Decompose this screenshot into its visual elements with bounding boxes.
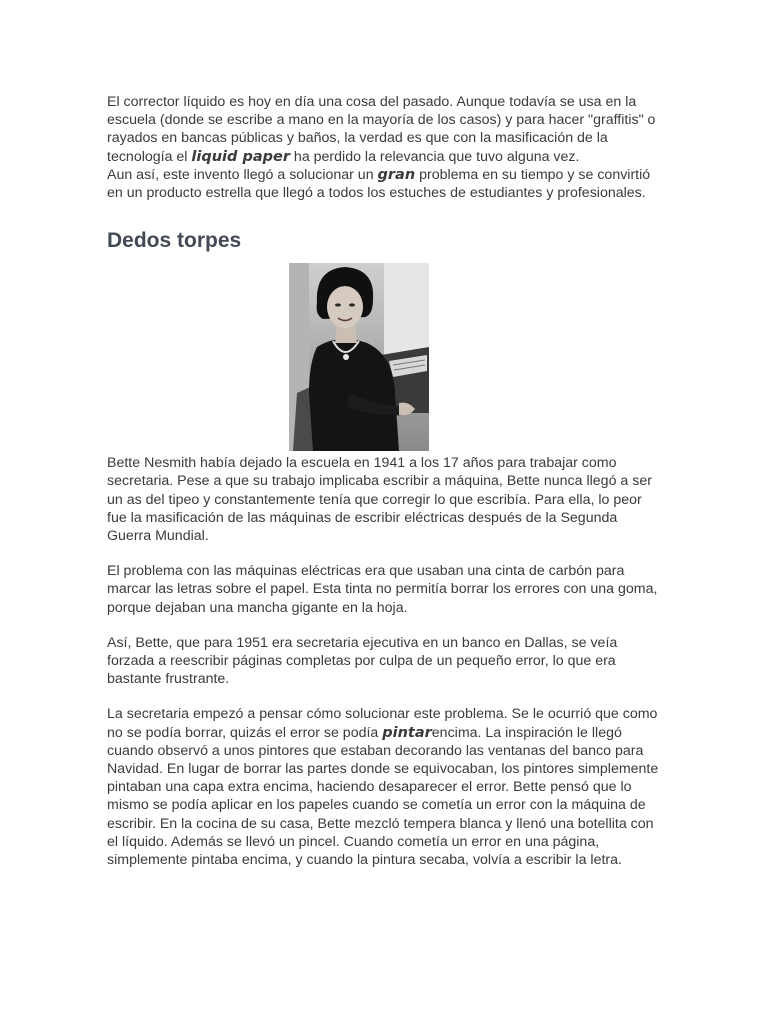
emphasis-liquid-paper: liquid paper: [191, 148, 290, 165]
intro-text: ha perdido la relevancia que tuvo alguna vez.: [289, 148, 580, 165]
article-content: [107, 93, 663, 869]
intro-text: Aun así, este invento llegó a solucionar un: [107, 166, 378, 183]
intro-paragraph-1: [107, 93, 663, 166]
body-paragraph-4: [107, 705, 663, 869]
intro-paragraph-2: [107, 166, 663, 202]
section-heading: Dedos torpes: [107, 229, 242, 253]
body-text: La secretaria empezó a pensar cómo solucionar este problema. Se le ocurrió que como no se podía borrar, quizás el error se podía: [107, 706, 658, 741]
portrait-photo-icon: [289, 263, 429, 451]
emphasis-gran: gran: [377, 166, 416, 183]
portrait-photo: [289, 263, 429, 451]
intro-text: El corrector líquido es hoy en día una cosa del pasado. Aunque todavía se usa en la escuela (donde se escribe a mano en la mayoría de los casos) y para hacer "graffitis" o rayados en bancas públicas y baños, la verdad es que con la masificación de la tecnología el: [107, 94, 656, 165]
emphasis-pintar: pintar: [382, 724, 432, 741]
intro-text: problema en su tiempo y se convirtió en un producto estrella que llegó a todos los estuches de estudiantes y profesionales.: [107, 166, 651, 202]
body-text: encima. La inspiración le llegó cuando observó a unos pintores que estaban decorando las ventanas del banco para Navidad. En lugar de borrar las partes donde se equivocaban, los pintores simplemente pintaban una capa extra encima, haciendo desaparecer el error. Bette pensó que lo mismo se podía aplicar en los papeles cuando se cometía un error con la máquina de escribir. En la cocina de su casa, Bette mezcló tempera blanca y llenó una botellita con el líquido. Además se llevó un pincel. Cuando cometía un error en una página, simplemente pintaba encima, y cuando la pintura secaba, volvía a escribir la letra.: [107, 724, 659, 869]
body-paragraph-1: Bette Nesmith había dejado la escuela en 1941 a los 17 años para trabajar como secretaria. Pese a que su trabajo implicaba escribir a máquina, Bette nunca llegó a ser un as del tipeo y constantemente tenía que corregir lo que escribía. Para ella, lo peor fue la masificación de las máquinas de escribir eléctricas después de la Segunda Guerra Mundial.: [107, 455, 652, 545]
body-paragraph-3: Así, Bette, que para 1951 era secretaria ejecutiva en un banco en Dallas, se veía forzada a reescribir páginas completas por culpa de un pequeño error, lo que era bastante frustrante.: [107, 634, 618, 688]
body-paragraph-2: El problema con las máquinas eléctricas era que usaban una cinta de carbón para marcar las letras sobre el papel. Esta tinta no permitía borrar los errores con una goma, porque dejaban una mancha gigante en la hoja.: [107, 563, 658, 616]
